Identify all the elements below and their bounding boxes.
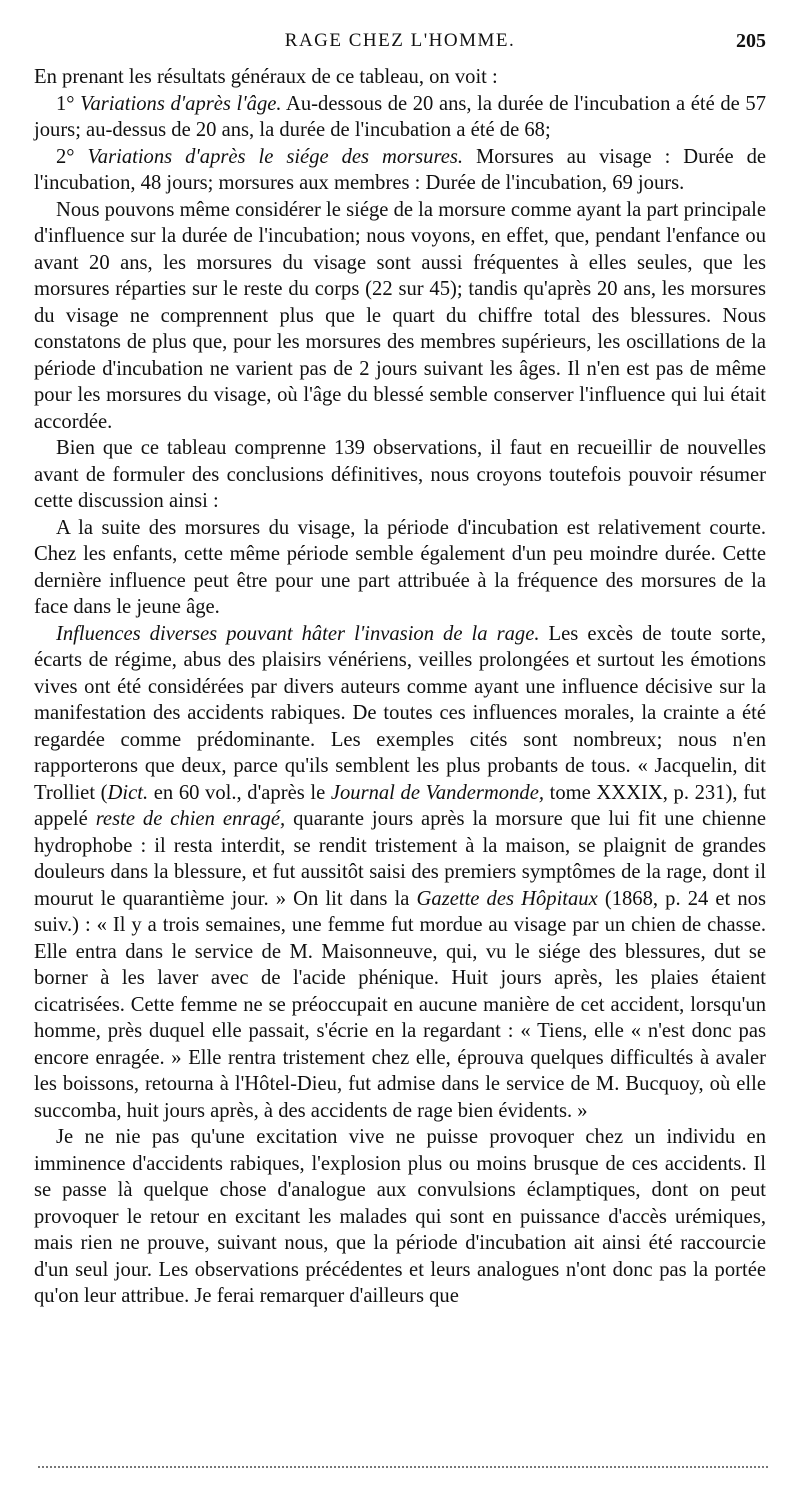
italic-run: Influences diverses pouvant hâter l'invasion de la rage.	[56, 622, 540, 645]
text-run: tome XXXIX, p. 231), fut appelé	[34, 781, 766, 830]
running-header	[34, 30, 766, 56]
paragraph	[34, 1124, 766, 1310]
paragraph	[34, 64, 766, 91]
text-run: 2°	[56, 145, 88, 168]
italic-run: Gazette des Hôpitaux	[416, 887, 598, 910]
text-run: Morsures au visage : Durée de l'incubation, 48 jours; morsures aux membres : Durée de l'incubation, 69 jours.	[34, 145, 766, 194]
paragraph	[34, 197, 766, 436]
italic-run: Journal de Vandermonde,	[330, 781, 544, 804]
italic-run: Variations d'après l'âge.	[80, 92, 282, 115]
running-title: RAGE CHEZ L'HOMME.	[284, 30, 516, 51]
text-run: en 60 vol., d'après le	[148, 781, 331, 804]
paragraph	[34, 435, 766, 515]
text-run: En prenant les résultats généraux de ce tableau, on voit :	[34, 66, 498, 88]
text-run: A la suite des morsures du visage, la période d'incubation est relativement courte. Chez les enfants, cette même période semble également d'un peu moindre durée. Cette dernière influence peut être pour une part attribuée à la fréquence des morsures de la face dans le jeune âge.	[34, 516, 766, 618]
text-run: Bien que ce tableau comprenne 139 observations, il faut en recueillir de nouvelles avant de formuler des conclusions définitives, nous croyons toutefois pouvoir résumer cette discussion ainsi :	[34, 437, 766, 512]
text-run: 1°	[56, 92, 81, 115]
paragraph	[34, 144, 766, 197]
paragraph	[34, 91, 766, 144]
text-run: Au-dessous de 20 ans, la durée de l'incubation a été de 57 jours; au-dessus de 20 ans, la durée de l'incubation a été de 68;	[34, 92, 767, 141]
italic-run: Dict.	[107, 781, 149, 804]
text-run: (1868, p. 24 et nos suiv.) : « Il y a trois semaines, une femme fut mordue au visage par un chien de chasse. Elle entra dans le service de M. Maisonneuve, qui, vu le siége des blessures, dut se borner à les laver avec de l'acide phénique. Huit jours après, les plaies étaient cicatrisées. Cette femme ne se préoccupait en aucune manière de cet accident, lorsqu'un homme, près duquel elle passait, s'écrie en la regardant : « Tiens, elle « n'est donc pas encore enragée. » Elle rentra tristement chez elle, éprouva quelques difficultés à avaler les boissons, retourna à l'Hôtel-Dieu, fut admise dans le service de M. Bucquoy, où elle succomba, huit jours après, à des accidents de rage bien évidents. »	[34, 887, 766, 1122]
text-run: Les excès de toute sorte, écarts de régime, abus des plaisirs vénériens, veilles prolongées et surtout les émotions vives ont été considérées par divers auteurs comme ayant une influence décisive sur la manifestation des accidents rabiques. De toutes ces influences morales, la crainte a été regardée comme prédominante. Les exemples cités sont nombreux; nous n'en rapporterons que deux, parce qu'ils semblent les plus probants de tous. « Jacquelin, dit Trolliet (	[34, 622, 766, 804]
footer-rule	[38, 1466, 768, 1468]
text-run: Je ne nie pas qu'une excitation vive ne puisse provoquer chez un individu en imminence d'accidents rabiques, l'explosion plus ou moins brusque de ces accidents. Il se passe là quelque chose d'analogue aux convulsions éclamptiques, dont on peut provoquer le retour en excitant les malades qui sont en puissance d'accès urémiques, mais rien ne prouve, suivant nous, que la période d'incubation ait ainsi été raccourcie d'un seul jour. Les observations précédentes et leurs analogues n'ont donc pas la portée qu'on leur attribue. Je ferai remarquer d'ailleurs que	[34, 1126, 766, 1307]
italic-run: reste de chien enragé,	[95, 808, 286, 830]
body-text	[34, 64, 766, 1310]
page-number: 205	[736, 30, 766, 52]
paragraph	[34, 621, 766, 1125]
italic-run: Variations d'après le siége des morsures.	[87, 145, 464, 168]
text-run: Nous pouvons même considérer le siége de la morsure comme ayant la part principale d'influence sur la durée de l'incubation; nous voyons, en effet, que, pendant l'enfance ou avant 20 ans, les morsures du visage sont aussi fréquentes à elles seules, que les morsures réparties sur le reste du corps (22 sur 45); tandis qu'après 20 ans, les morsures du visage ne comprennent plus que le quart du chiffre total des blessures. Nous constatons de plus que, pour les morsures des membres supérieurs, les oscillations de la période d'incubation ne varient pas de 2 jours suivant les âges. Il n'en est pas de même pour les morsures du visage, où l'âge du blessé semble conserver l'influence qui lui était accordée.	[34, 198, 766, 433]
text-run: quarante jours après la morsure que lui fit une chienne hydrophobe : il resta interdit, se rendit tristement à la maison, se plaignit de grandes douleurs dans la blessure, et fut aussitôt saisi des premiers symptômes de la rage, dont il mourut le quarantième jour. » On lit dans la	[34, 808, 766, 910]
paragraph	[34, 515, 766, 621]
